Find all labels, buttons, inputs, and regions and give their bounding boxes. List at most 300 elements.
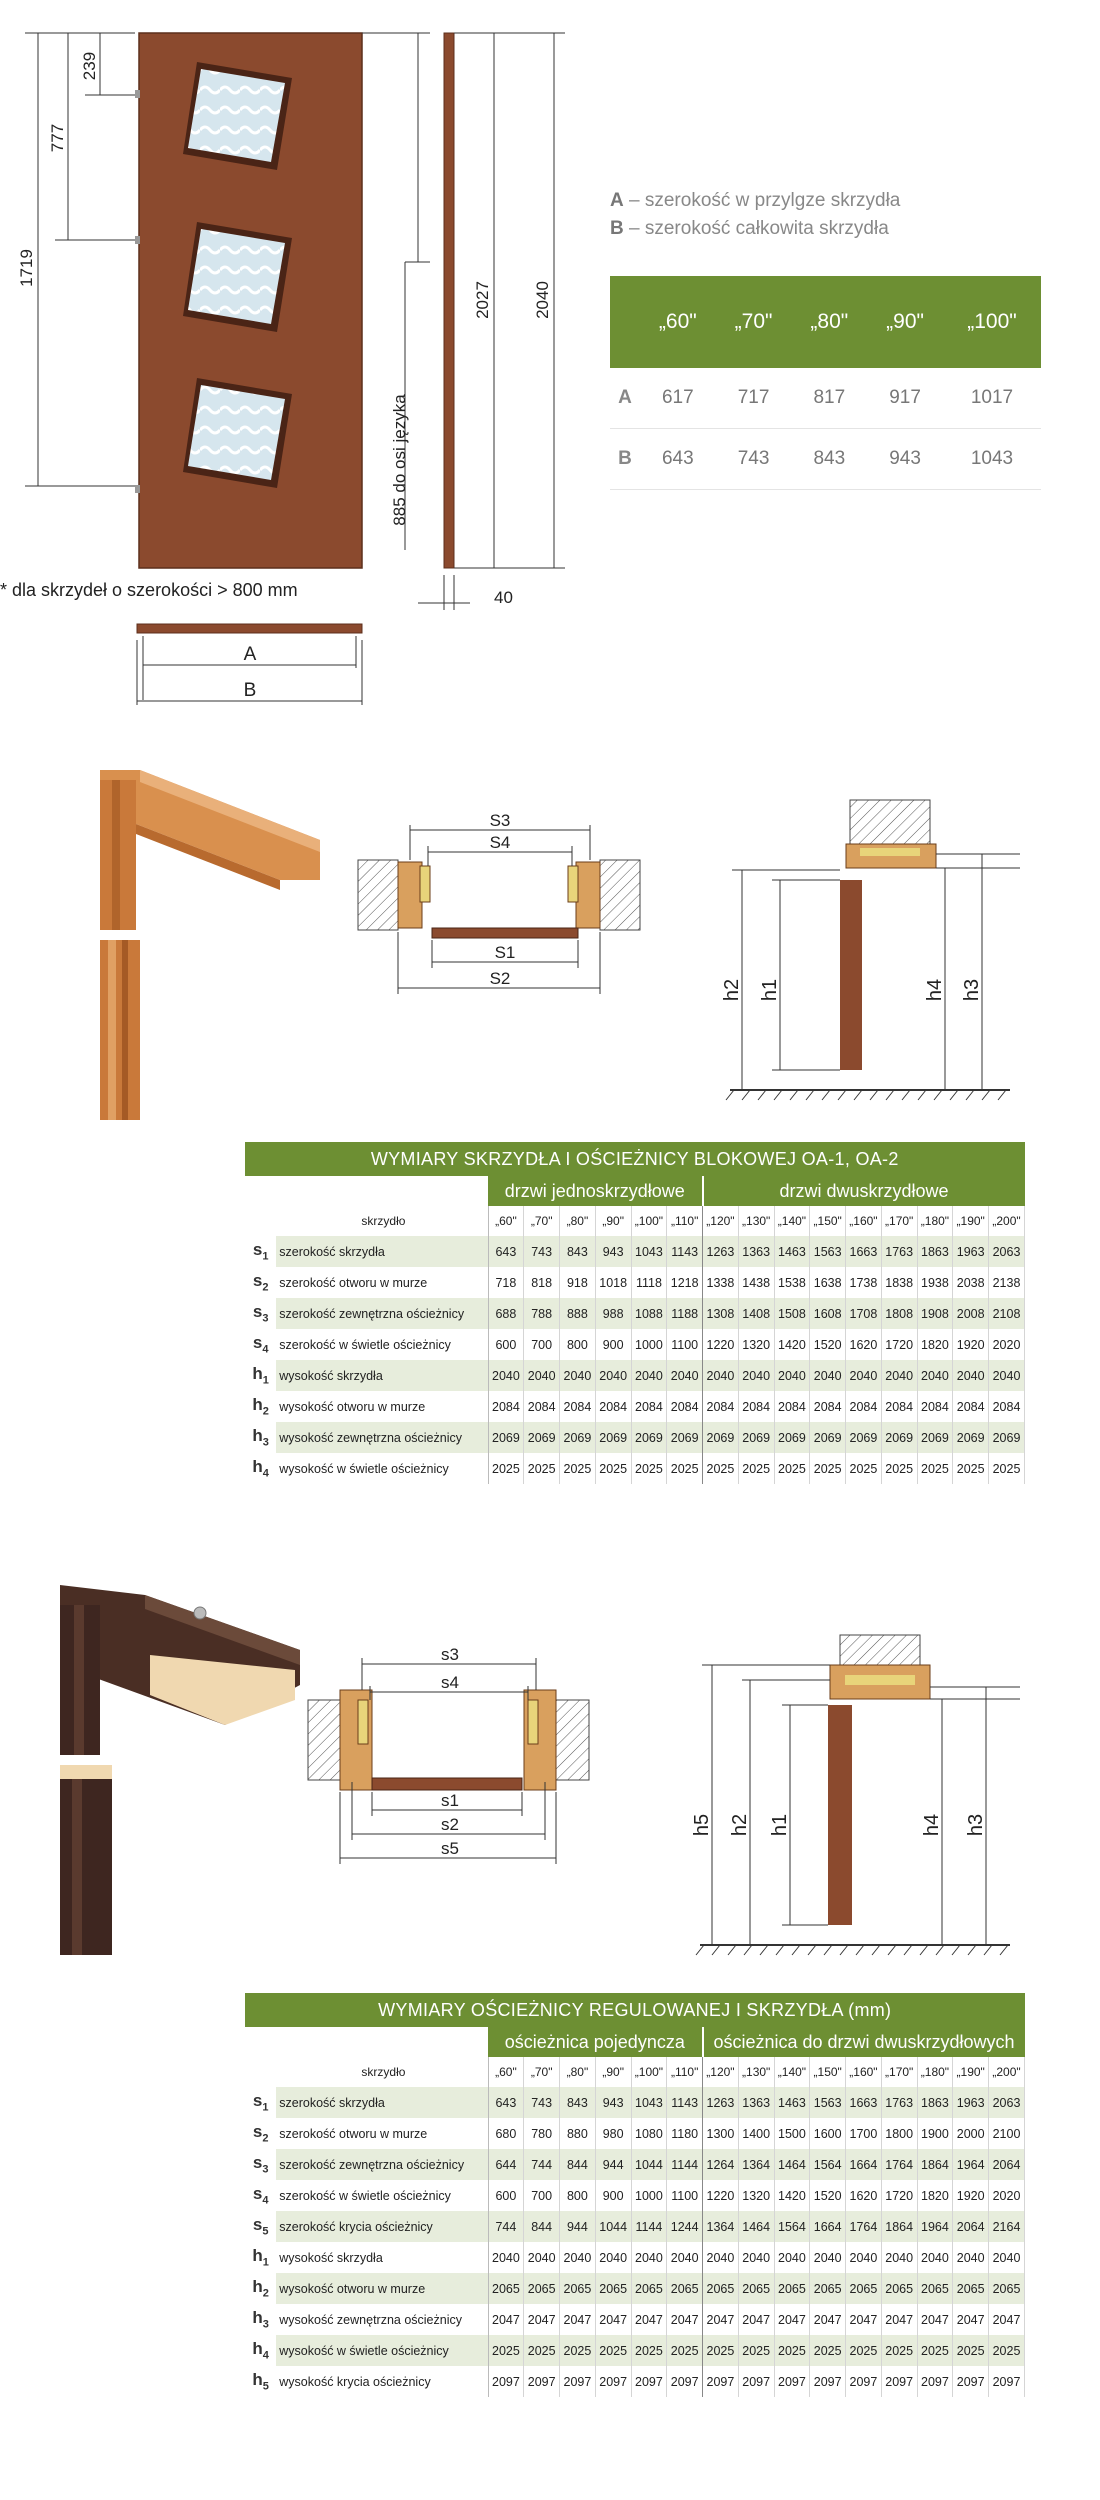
table-cell: 1738 [846, 1267, 882, 1298]
label-h1: h1 [769, 1813, 791, 1837]
table-cell: 2040 [989, 1360, 1025, 1391]
legend-b-text: – szerokość całkowita skrzydła [623, 218, 889, 239]
reg-height-diagram [690, 1625, 1020, 1970]
row-symbol-letter: h [252, 1426, 263, 1446]
table-cell: 717 [716, 368, 792, 429]
table-cell: 1764 [881, 2149, 917, 2180]
table-cell: 1520 [810, 2180, 846, 2211]
table-cell: 2040 [846, 1360, 882, 1391]
row-symbol-letter: s [252, 1302, 263, 1322]
table-cell: 1620 [846, 1329, 882, 1360]
row-label: szerokość otworu w murze [276, 1267, 488, 1298]
table-cell: 2065 [631, 2273, 667, 2304]
table-cell: 600 [488, 1329, 524, 1360]
table-cell: 1018 [595, 1267, 631, 1298]
label-h2: h2 [729, 1813, 751, 1837]
table-cell: 2025 [703, 1453, 739, 1484]
dim-1719: 1719 [17, 249, 36, 287]
table-cell: 980 [595, 2118, 631, 2149]
table-row [610, 429, 1041, 490]
label-s1: s1 [441, 1791, 459, 1810]
table-cell: 744 [488, 2211, 524, 2242]
row-symbol-letter: s [252, 1271, 263, 1291]
row-symbol-letter: h [252, 2246, 263, 2266]
table-cell: 2064 [989, 2149, 1025, 2180]
label-h5: h5 [691, 1813, 713, 1837]
size-header: „150" [810, 1206, 846, 1236]
table-cell: 1144 [631, 2211, 667, 2242]
table-cell: 1408 [738, 1298, 774, 1329]
table-cell: 2047 [667, 2304, 703, 2335]
table-cell: 918 [560, 1267, 596, 1298]
reg-table-body [245, 2087, 1025, 2397]
table-cell: 2097 [881, 2366, 917, 2397]
size-header: „100" [943, 276, 1041, 368]
size-table-header [610, 276, 1041, 368]
table-cell: 2069 [738, 1422, 774, 1453]
table-cell: 2025 [917, 1453, 953, 1484]
row-symbol [245, 1298, 276, 1329]
table-cell: 818 [524, 1267, 560, 1298]
size-header: „60" [488, 2057, 524, 2087]
row-symbol [245, 2366, 276, 2397]
table-cell: 644 [488, 2149, 524, 2180]
glass-pane-1 [183, 62, 292, 170]
row-symbol [245, 2087, 276, 2118]
table-cell: 2040 [738, 1360, 774, 1391]
table-cell: 2069 [667, 1422, 703, 1453]
row-label: wysokość skrzydła [276, 2242, 488, 2273]
table-cell: 800 [560, 2180, 596, 2211]
row-symbol [245, 1329, 276, 1360]
table-row [245, 1360, 1025, 1391]
table-row [245, 1236, 1025, 1267]
size-header: „130" [738, 1206, 774, 1236]
table-title-row [245, 1993, 1025, 2027]
table-cell: 1144 [667, 2149, 703, 2180]
row-symbol [245, 2304, 276, 2335]
table-cell: 2084 [774, 1391, 810, 1422]
table-cell: 700 [524, 2180, 560, 2211]
label-s2: S2 [489, 969, 511, 988]
table-cell: 617 [640, 368, 716, 429]
row-symbol [245, 1360, 276, 1391]
table-cell: 743 [524, 1236, 560, 1267]
table-cell: 2065 [846, 2273, 882, 2304]
table-cell: 1043 [943, 429, 1041, 490]
table-cell: 2040 [846, 2242, 882, 2273]
table-cell: 1300 [703, 2118, 739, 2149]
table-cell: 2040 [488, 2242, 524, 2273]
table-cell: 2025 [738, 2335, 774, 2366]
table-cell: 2084 [953, 1391, 989, 1422]
label-h1: h1 [759, 978, 781, 1002]
table-row [245, 2087, 1025, 2118]
table-cell: 2065 [595, 2273, 631, 2304]
width-b-label: B [243, 680, 257, 701]
table-cell: 1464 [738, 2211, 774, 2242]
table-cell: 2084 [631, 1391, 667, 1422]
row-symbol-index: 2 [262, 1405, 269, 1418]
table-cell: 1564 [774, 2211, 810, 2242]
table-cell: 2040 [595, 1360, 631, 1391]
table-cell: 2020 [989, 1329, 1025, 1360]
table-cell: 944 [595, 2149, 631, 2180]
row-symbol-index: 2 [262, 1281, 269, 1294]
table-cell: 1920 [953, 2180, 989, 2211]
row-label: szerokość zewnętrzna ościeżnicy [276, 2149, 488, 2180]
table-title-row [245, 1142, 1025, 1176]
row-symbol-letter: h [252, 2277, 263, 2297]
row-label: wysokość zewnętrzna ościeżnicy [276, 2304, 488, 2335]
table-cell: 2025 [524, 1453, 560, 1484]
dim-40: 40 [494, 588, 513, 607]
size-header: „90" [595, 1206, 631, 1236]
label-h4: h4 [924, 978, 946, 1002]
row-symbol-index: 1 [262, 2256, 269, 2269]
size-header: „190" [953, 1206, 989, 1236]
size-header: „120" [703, 1206, 739, 1236]
table-row [610, 368, 1041, 429]
table-cell: 2040 [774, 2242, 810, 2273]
table-cell: 1263 [703, 2087, 739, 2118]
table-cell: 2100 [989, 2118, 1025, 2149]
table-cell: 2008 [953, 1298, 989, 1329]
row-symbol-letter: h [252, 2370, 263, 2390]
table-cell: 843 [560, 2087, 596, 2118]
glass-pane-3 [183, 378, 292, 488]
size-header: „140" [774, 1206, 810, 1236]
table-cell: 843 [791, 429, 867, 490]
table-cell: 1438 [738, 1267, 774, 1298]
row-symbol-index: 3 [262, 1312, 269, 1325]
label-h4: h4 [921, 1813, 943, 1837]
table-cell: 2065 [488, 2273, 524, 2304]
table-cell: 1463 [774, 2087, 810, 2118]
table-cell: 2069 [631, 1422, 667, 1453]
label-s1: S1 [494, 943, 516, 962]
table-cell: 1864 [917, 2149, 953, 2180]
width-a-label: A [243, 644, 257, 665]
size-header: „120" [703, 2057, 739, 2087]
table-cell: 2065 [524, 2273, 560, 2304]
table-row [245, 1329, 1025, 1360]
group-double: ościeżnica do drzwi dwuskrzydłowych [703, 2027, 1025, 2057]
row-symbol-letter: h [252, 2308, 263, 2328]
size-header: „90" [867, 276, 943, 368]
table-cell: 1143 [667, 2087, 703, 2118]
table-cell: 2097 [953, 2366, 989, 2397]
table-row [245, 2118, 1025, 2149]
table-cell: 2025 [810, 1453, 846, 1484]
table-cell: 1863 [917, 1236, 953, 1267]
size-header: „100" [631, 1206, 667, 1236]
dim-777: 777 [48, 123, 67, 153]
label-h3: h3 [961, 978, 983, 1002]
footnote: * dla skrzydeł o szerokości > 800 mm [0, 580, 298, 600]
legend-a [610, 190, 900, 212]
table-cell: 1180 [667, 2118, 703, 2149]
table-cell: 1808 [881, 1298, 917, 1329]
size-header: „140" [774, 2057, 810, 2087]
table-cell: 2040 [595, 2242, 631, 2273]
table-cell: 1400 [738, 2118, 774, 2149]
table-cell: 1364 [738, 2149, 774, 2180]
row-symbol [245, 2211, 276, 2242]
table-cell: 1720 [881, 2180, 917, 2211]
size-header: „130" [738, 2057, 774, 2087]
table-cell: 1338 [703, 1267, 739, 1298]
table-cell: 917 [867, 368, 943, 429]
size-header: „170" [881, 1206, 917, 1236]
table-cell: 1463 [774, 1236, 810, 1267]
table-cell: 688 [488, 1298, 524, 1329]
table-cell: 2047 [881, 2304, 917, 2335]
size-header: „180" [917, 1206, 953, 1236]
table-cell: 2069 [488, 1422, 524, 1453]
table-cell: 2084 [846, 1391, 882, 1422]
table-cell: 2040 [631, 1360, 667, 1391]
table-cell: 2069 [917, 1422, 953, 1453]
oa-dimensions-table [245, 1142, 1025, 1484]
table-cell: 2065 [560, 2273, 596, 2304]
size-header: „70" [716, 276, 792, 368]
table-cell: 1963 [953, 1236, 989, 1267]
table-cell: 1764 [846, 2211, 882, 2242]
row-symbol-letter: s [252, 2215, 263, 2235]
table-cell: 1363 [738, 1236, 774, 1267]
table-cell: 2097 [631, 2366, 667, 2397]
table-cell: 2138 [989, 1267, 1025, 1298]
row-label: szerokość w świetle ościeżnicy [276, 1329, 488, 1360]
size-header: „70" [524, 2057, 560, 2087]
table-cell: 2069 [881, 1422, 917, 1453]
table-cell: 1820 [917, 1329, 953, 1360]
table-cell: 2084 [560, 1391, 596, 1422]
table-cell: 2040 [560, 2242, 596, 2273]
table-cell: 2097 [488, 2366, 524, 2397]
table-cell: 1000 [631, 2180, 667, 2211]
table-group-row [245, 2027, 1025, 2057]
table-cell: 2025 [846, 2335, 882, 2366]
table-cell: 1638 [810, 1267, 846, 1298]
size-header: „200" [989, 2057, 1025, 2087]
table-cell: 2025 [488, 1453, 524, 1484]
table-cell: 680 [488, 2118, 524, 2149]
table-cell: 2065 [810, 2273, 846, 2304]
table-cell: 2069 [703, 1422, 739, 1453]
table-cell: 2084 [810, 1391, 846, 1422]
row-symbol-index: 2 [262, 2287, 269, 2300]
table-cell: 2097 [524, 2366, 560, 2397]
size-header: „110" [667, 1206, 703, 1236]
table-cell: 2097 [703, 2366, 739, 2397]
table-row [245, 2211, 1025, 2242]
row-label: wysokość w świetle ościeżnicy [276, 2335, 488, 2366]
table-group-row [245, 1176, 1025, 1206]
table-cell: 2025 [631, 2335, 667, 2366]
table-row [245, 2304, 1025, 2335]
label-h2: h2 [721, 978, 743, 1002]
table-cell: 2065 [667, 2273, 703, 2304]
table-cell: 943 [595, 1236, 631, 1267]
table-cell: 743 [716, 429, 792, 490]
label-s3: S3 [489, 811, 511, 830]
table-cell: 2065 [738, 2273, 774, 2304]
row-label: szerokość w świetle ościeżnicy [276, 2180, 488, 2211]
table-cell: 2063 [989, 2087, 1025, 2118]
table-cell: 1920 [953, 1329, 989, 1360]
size-header: „110" [667, 2057, 703, 2087]
table-cell: 2025 [560, 1453, 596, 1484]
table-cell: 643 [488, 2087, 524, 2118]
table-cell: 2040 [560, 1360, 596, 1391]
table-size-row [245, 1206, 1025, 1236]
legend-a-key: A [610, 190, 624, 211]
table-cell: 2164 [989, 2211, 1025, 2242]
table-cell: 700 [524, 1329, 560, 1360]
table-cell: 2040 [953, 1360, 989, 1391]
reg-dimensions-table [245, 1993, 1025, 2397]
table-cell: 2040 [703, 1360, 739, 1391]
size-header: „160" [846, 2057, 882, 2087]
table-cell: 1220 [703, 2180, 739, 2211]
table-cell: 788 [524, 1298, 560, 1329]
table-cell: 2025 [989, 2335, 1025, 2366]
table-cell: 2025 [703, 2335, 739, 2366]
table-cell: 1118 [631, 1267, 667, 1298]
row-label: wysokość w świetle ościeżnicy [276, 1453, 488, 1484]
table-cell: 2025 [560, 2335, 596, 2366]
table-cell: 1800 [881, 2118, 917, 2149]
table-cell: 2047 [989, 2304, 1025, 2335]
table-cell: 2069 [989, 1422, 1025, 1453]
row-label: A [610, 368, 640, 429]
row-symbol [245, 1422, 276, 1453]
table-row [245, 2335, 1025, 2366]
row-symbol-letter: h [252, 1457, 263, 1477]
door-drawing [0, 0, 600, 720]
table-cell: 1620 [846, 2180, 882, 2211]
table-cell: 744 [524, 2149, 560, 2180]
table-cell: 2025 [953, 2335, 989, 2366]
size-header: „80" [791, 276, 867, 368]
table-cell: 1563 [810, 1236, 846, 1267]
table-cell: 2040 [917, 1360, 953, 1391]
table-cell: 1320 [738, 1329, 774, 1360]
table-cell: 2040 [810, 1360, 846, 1391]
dim-2027: 2027 [473, 281, 492, 319]
table-cell: 1043 [631, 2087, 667, 2118]
table-cell: 2025 [774, 1453, 810, 1484]
group-single: ościeżnica pojedyncza [488, 2027, 703, 2057]
table-cell: 2097 [560, 2366, 596, 2397]
row-symbol-index: 4 [262, 2349, 269, 2362]
table-cell: 2025 [774, 2335, 810, 2366]
table-cell: 2065 [917, 2273, 953, 2304]
size-label: skrzydło [276, 1206, 488, 1236]
row-label: szerokość skrzydła [276, 1236, 488, 1267]
table-cell: 2047 [917, 2304, 953, 2335]
table-cell: 2025 [917, 2335, 953, 2366]
table-cell: 2108 [989, 1298, 1025, 1329]
table-cell: 1963 [953, 2087, 989, 2118]
table-size-row [245, 2057, 1025, 2087]
size-header: „160" [846, 1206, 882, 1236]
table-cell: 1908 [917, 1298, 953, 1329]
leaf-top-view [137, 624, 362, 633]
table-cell: 2097 [774, 2366, 810, 2397]
table-cell: 2084 [989, 1391, 1025, 1422]
table-cell: 2097 [917, 2366, 953, 2397]
table-cell: 1900 [917, 2118, 953, 2149]
table-cell: 1043 [631, 1236, 667, 1267]
table-cell: 2025 [667, 1453, 703, 1484]
row-symbol-letter: s [252, 2091, 263, 2111]
table-cell: 2040 [524, 1360, 560, 1391]
table-cell: 2040 [881, 1360, 917, 1391]
table-cell: 844 [560, 2149, 596, 2180]
table-cell: 1263 [703, 1236, 739, 1267]
oa-cross-section-diagram [350, 810, 690, 1020]
table-cell: 2047 [560, 2304, 596, 2335]
size-header: „200" [989, 1206, 1025, 1236]
table-cell: 1538 [774, 1267, 810, 1298]
table-cell: 2097 [846, 2366, 882, 2397]
size-header: „150" [810, 2057, 846, 2087]
table-cell: 2097 [667, 2366, 703, 2397]
table-cell: 1308 [703, 1298, 739, 1329]
row-symbol-index: 1 [262, 1374, 269, 1387]
table-cell: 2065 [881, 2273, 917, 2304]
table-cell: 2065 [703, 2273, 739, 2304]
table-cell: 2069 [595, 1422, 631, 1453]
group-single: drzwi jednoskrzydłowe [488, 1176, 703, 1206]
row-symbol-letter: s [252, 2184, 263, 2204]
label-s4: s4 [441, 1673, 459, 1692]
table-cell: 944 [560, 2211, 596, 2242]
row-label: wysokość otworu w murze [276, 2273, 488, 2304]
label-s2: s2 [441, 1815, 459, 1834]
table-cell: 2069 [810, 1422, 846, 1453]
size-header: „80" [560, 1206, 596, 1236]
oa-height-diagram [720, 790, 1020, 1130]
table-cell: 2069 [560, 1422, 596, 1453]
table-cell: 2000 [953, 2118, 989, 2149]
table-cell: 2040 [881, 2242, 917, 2273]
table-row [245, 1453, 1025, 1484]
table-cell: 2040 [738, 2242, 774, 2273]
size-header: „90" [595, 2057, 631, 2087]
row-symbol [245, 1391, 276, 1422]
table-cell: 2020 [989, 2180, 1025, 2211]
dim-2040: 2040 [533, 281, 552, 319]
table-cell: 1080 [631, 2118, 667, 2149]
table-cell: 2025 [488, 2335, 524, 2366]
table-cell: 817 [791, 368, 867, 429]
table-cell: 2097 [738, 2366, 774, 2397]
row-label: szerokość krycia ościeżnicy [276, 2211, 488, 2242]
table-cell: 2025 [667, 2335, 703, 2366]
table-cell: 1820 [917, 2180, 953, 2211]
table-cell: 2084 [667, 1391, 703, 1422]
table-cell: 2025 [846, 1453, 882, 1484]
row-symbol-index: 4 [262, 1467, 269, 1480]
row-label: wysokość zewnętrzna ościeżnicy [276, 1422, 488, 1453]
row-symbol [245, 2149, 276, 2180]
table-cell: 1864 [881, 2211, 917, 2242]
row-symbol [245, 1236, 276, 1267]
